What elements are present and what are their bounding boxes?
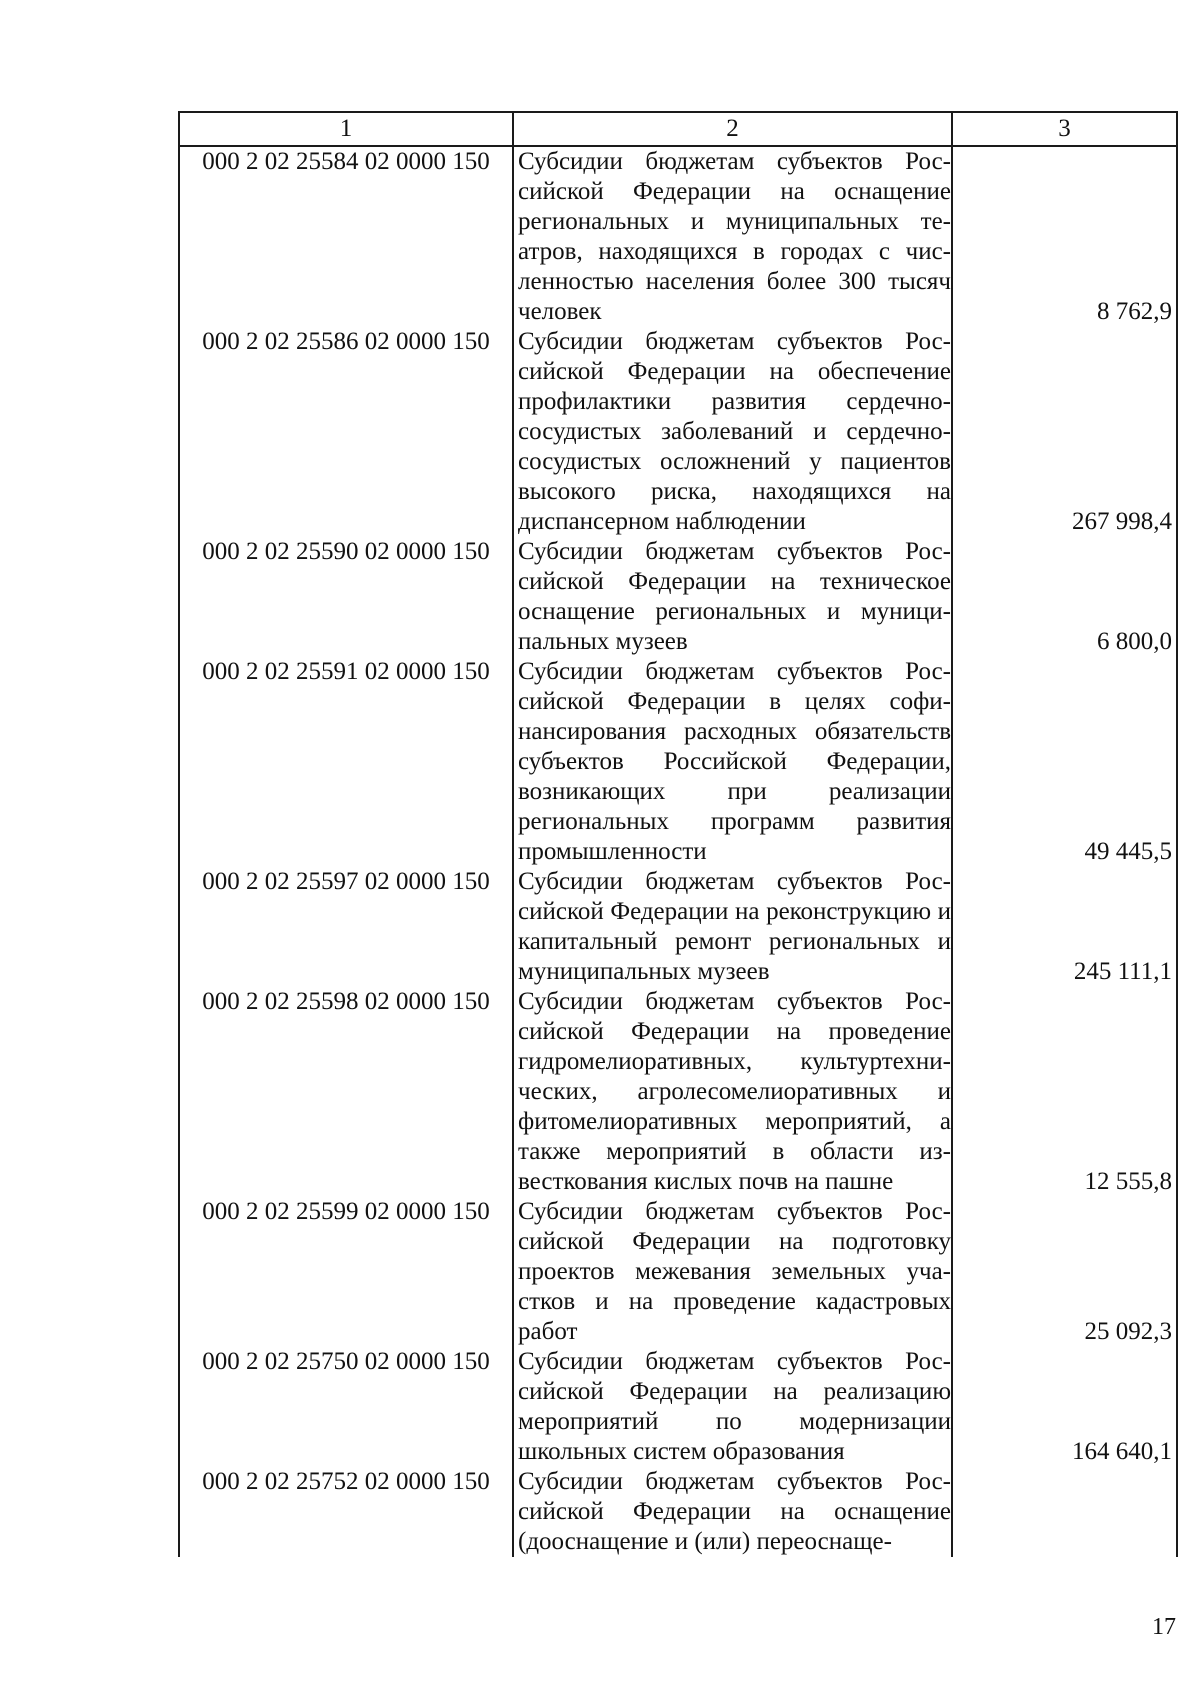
row-description: Субсидии бюджетам субъектов Российской Федерации на оснащение (дооснащение и (или) переоснаще- (513, 1467, 952, 1557)
row-description: Субсидии бюджетам субъектов Российской Федерации на оснащение региональных и муниципальных театров, находящихся в городах с численностью населения более 300 тысяч человек (513, 146, 952, 327)
table-row (179, 327, 1177, 537)
row-amount: 8 762,9 (952, 146, 1177, 327)
budget-code: 000 2 02 25752 02 0000 150 (179, 1467, 513, 1557)
table-row (179, 657, 1177, 867)
budget-code: 000 2 02 25591 02 0000 150 (179, 657, 513, 867)
row-amount: 267 998,4 (952, 327, 1177, 537)
row-description: Субсидии бюджетам субъектов Российской Федерации на техническое оснащение региональных и муниципальных музеев (513, 537, 952, 657)
budget-code: 000 2 02 25599 02 0000 150 (179, 1197, 513, 1347)
page-number: 17 (1152, 1614, 1176, 1640)
table-header-row (179, 112, 1177, 146)
column-header-3: 3 (952, 112, 1177, 146)
table-row (179, 146, 1177, 327)
budget-code: 000 2 02 25590 02 0000 150 (179, 537, 513, 657)
budget-code: 000 2 02 25597 02 0000 150 (179, 867, 513, 987)
table-row (179, 1467, 1177, 1557)
row-description: Субсидии бюджетам субъектов Российской Федерации на подготовку проектов межевания земельных участков и на проведение кадастровых работ (513, 1197, 952, 1347)
table-row (179, 1197, 1177, 1347)
row-amount (952, 1467, 1177, 1557)
budget-code: 000 2 02 25598 02 0000 150 (179, 987, 513, 1197)
row-amount: 25 092,3 (952, 1197, 1177, 1347)
row-description: Субсидии бюджетам субъектов Российской Федерации в целях софинансирования расходных обязательств субъектов Российской Федерации, возникающих при реализации региональных программ развития промышленности (513, 657, 952, 867)
column-header-1: 1 (179, 112, 513, 146)
budget-code: 000 2 02 25584 02 0000 150 (179, 146, 513, 327)
table-row (179, 987, 1177, 1197)
budget-table (178, 111, 1178, 1557)
budget-code: 000 2 02 25586 02 0000 150 (179, 327, 513, 537)
row-amount: 164 640,1 (952, 1347, 1177, 1467)
budget-code: 000 2 02 25750 02 0000 150 (179, 1347, 513, 1467)
row-amount: 245 111,1 (952, 867, 1177, 987)
table-row (179, 537, 1177, 657)
table-row (179, 867, 1177, 987)
row-description: Субсидии бюджетам субъектов Российской Федерации на реконструкцию и капитальный ремонт региональных и муниципальных музеев (513, 867, 952, 987)
table-row (179, 1347, 1177, 1467)
row-description: Субсидии бюджетам субъектов Российской Федерации на проведение гидромелиоративных, культуртехнических, агролесомелиоративных и фитомелиоративных мероприятий, а также мероприятий в области известкования кислых почв на пашне (513, 987, 952, 1197)
row-description: Субсидии бюджетам субъектов Российской Федерации на обеспечение профилактики развития сердечно-сосудистых заболеваний и сердечно-сосудистых осложнений у пациентов высокого риска, находящихся на диспансерном наблюдении (513, 327, 952, 537)
row-amount: 49 445,5 (952, 657, 1177, 867)
column-header-2: 2 (513, 112, 952, 146)
row-amount: 12 555,8 (952, 987, 1177, 1197)
row-amount: 6 800,0 (952, 537, 1177, 657)
row-description: Субсидии бюджетам субъектов Российской Федерации на реализацию мероприятий по модернизации школьных систем образования (513, 1347, 952, 1467)
